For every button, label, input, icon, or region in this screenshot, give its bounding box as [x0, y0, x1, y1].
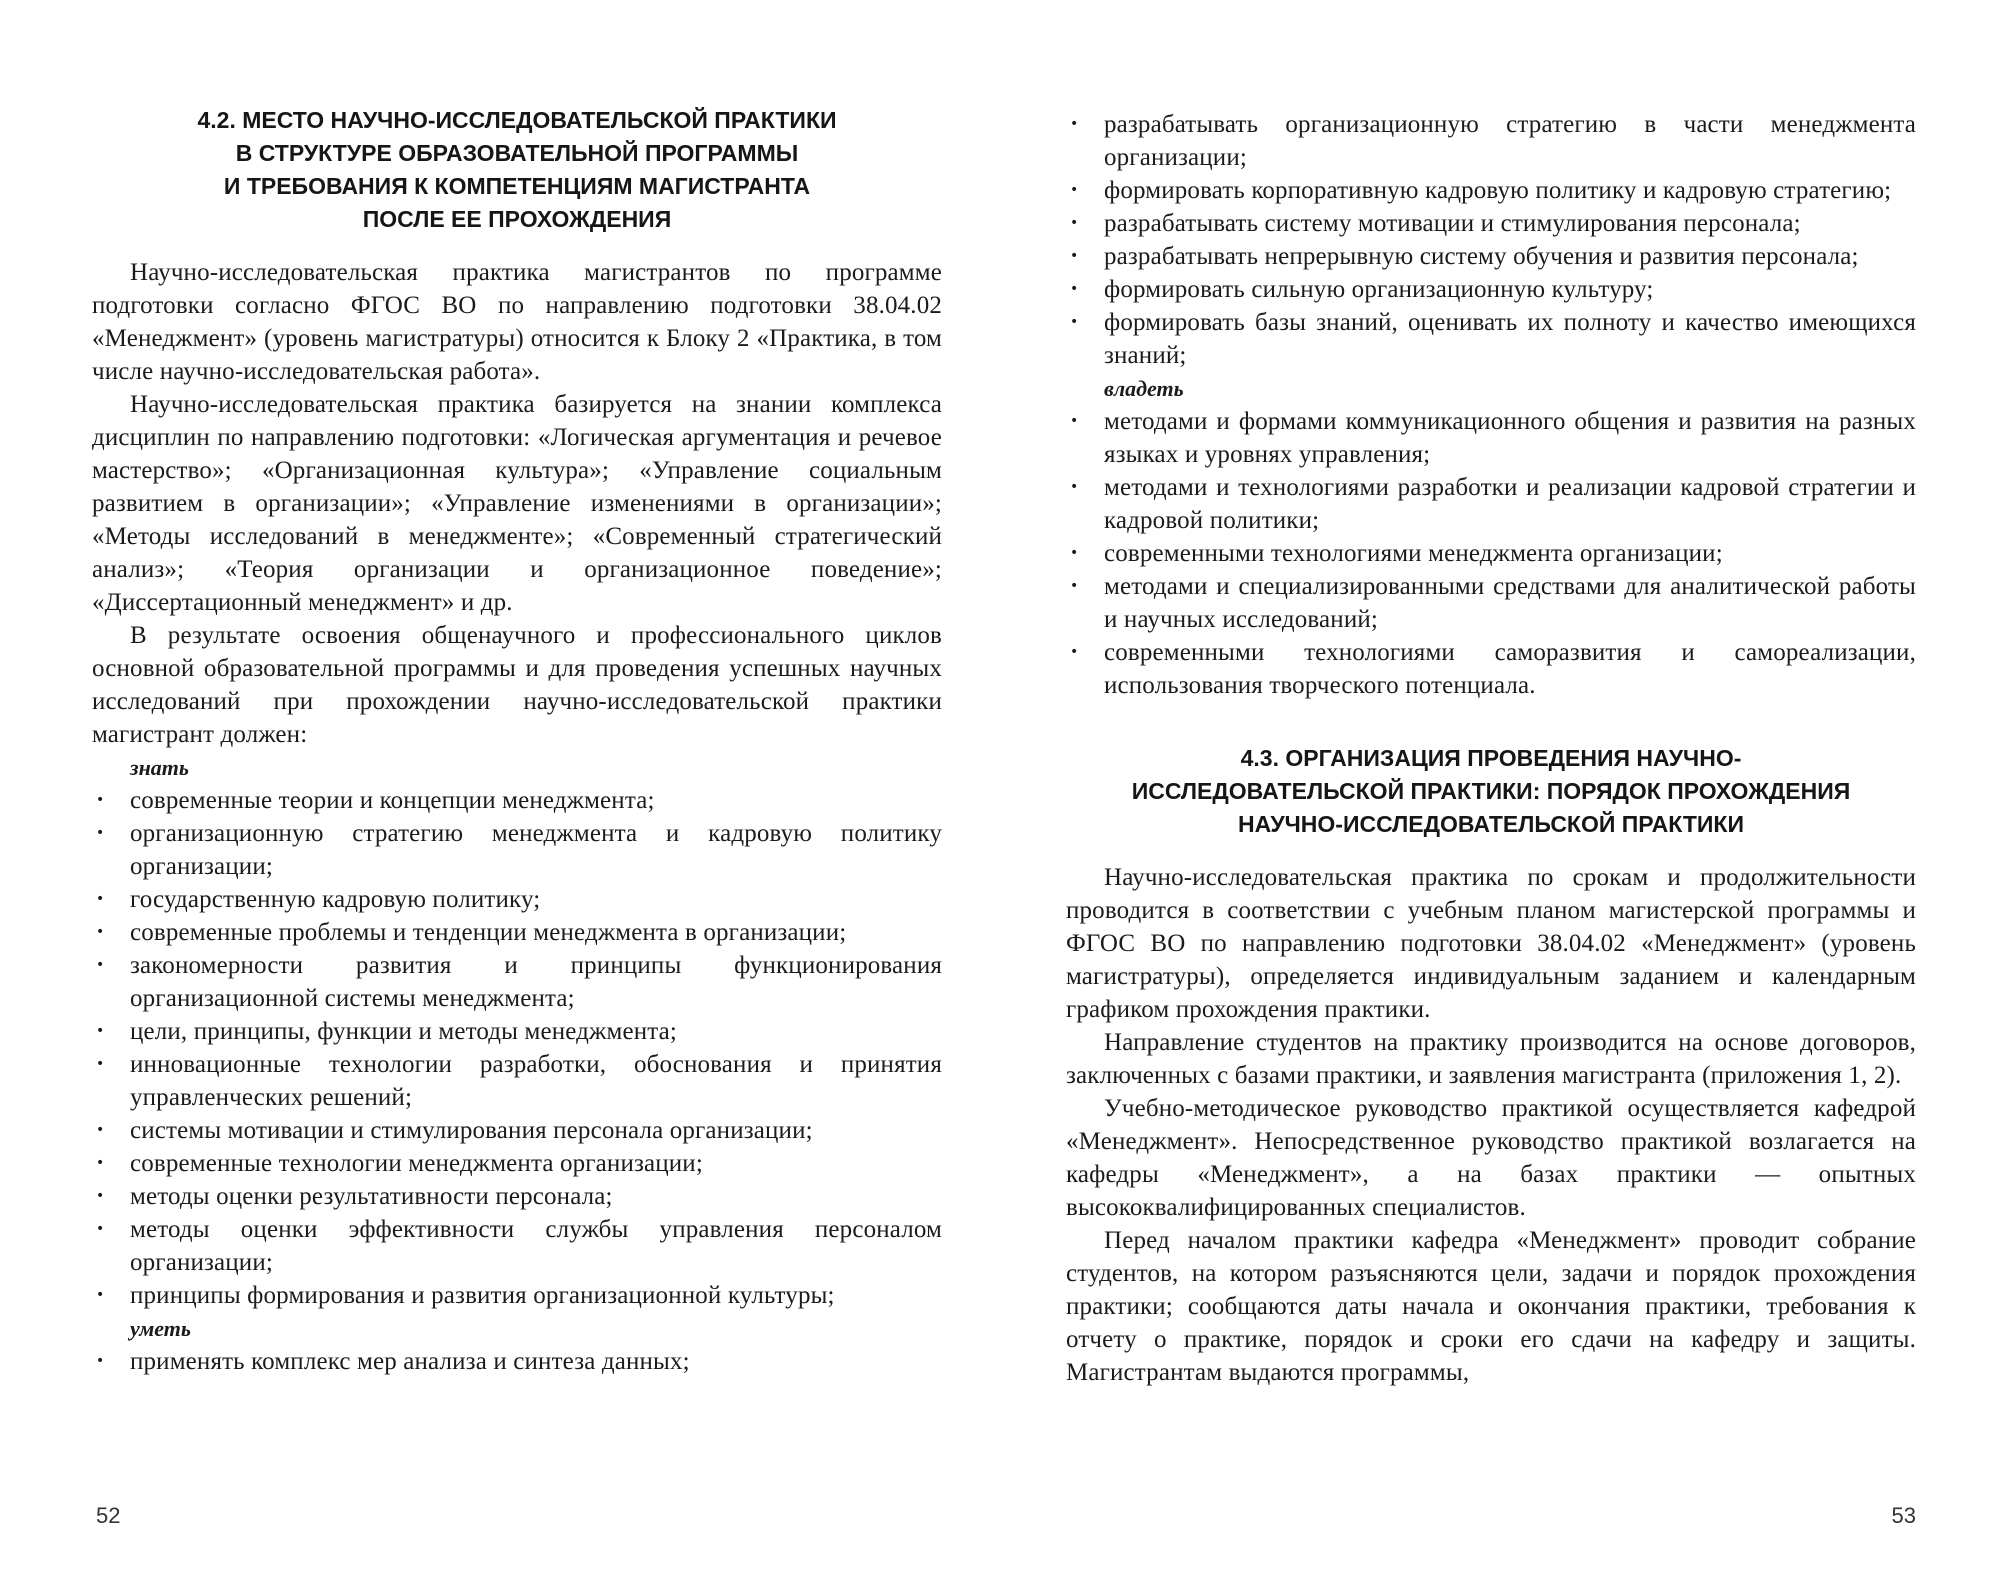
list-item: • методами и формами коммуникационного общения и развития на разных языках и уровнях управления; — [1066, 405, 1916, 471]
list-item: • методами и технологиями разработки и реализации кадровой стратегии и кадровой политики; — [1066, 471, 1916, 537]
paragraph: В результате освоения общенаучного и профессионального циклов основной образовательной программы и для проведения успешных научных исследований при прохождении научно-исследовательской практики магистрант должен: — [92, 622, 942, 748]
bullet-icon: • — [96, 1287, 105, 1303]
bullet-icon: • — [1070, 215, 1079, 231]
heading-line: И ТРЕБОВАНИЯ К КОМПЕТЕНЦИЯМ МАГИСТРАНТА — [223, 173, 811, 199]
heading-line: 4.2. МЕСТО НАУЧНО-ИССЛЕДОВАТЕЛЬСКОЙ ПРАКТИКИ — [197, 107, 837, 133]
bullet-icon: • — [1070, 314, 1079, 330]
heading-line: ИССЛЕДОВАТЕЛЬСКОЙ ПРАКТИКИ: ПОРЯДОК ПРОХОЖДЕНИЯ — [1131, 778, 1851, 804]
paragraph: Научно-исследовательская практика по срокам и продолжительности проводится в соответствии с учебным планом магистерской программы и ФГОС ВО по направлению подготовки 38.04.02 «Менеджмент» (уровень магистратуры), определяется индивидуальным заданием и календарным графиком прохождения практики. — [1066, 864, 1916, 1023]
list-item: • современными технологиями менеджмента организации; — [1066, 537, 1916, 570]
bullet-icon: • — [1070, 182, 1079, 198]
list-item: • системы мотивации и стимулирования персонала организации; — [92, 1114, 942, 1147]
bullet-icon: • — [1070, 578, 1079, 594]
list-item: • организационную стратегию менеджмента и кадровую политику организации; — [92, 817, 942, 883]
can-list-continued — [1066, 108, 1916, 372]
bullet-icon: • — [96, 1023, 105, 1039]
list-item: • разрабатывать непрерывную систему обучения и развития персонала; — [1066, 240, 1916, 273]
paragraph: Учебно-методическое руководство практикой осуществляется кафедрой «Менеджмент». Непосредственное руководство практикой возлагается на кафедры «Менеджмент», а на базах практики — опытных высококвалифицированных специалистов. — [1066, 1095, 1916, 1221]
heading-line: НАУЧНО-ИССЛЕДОВАТЕЛЬСКОЙ ПРАКТИКИ — [1238, 811, 1744, 837]
own-list — [1066, 405, 1916, 702]
list-item: • закономерности развития и принципы функционирования организационной системы менеджмента; — [92, 949, 942, 1015]
list-item: • формировать сильную организационную культуру; — [1066, 273, 1916, 306]
list-item: • современные проблемы и тенденции менеджмента в организации; — [92, 916, 942, 949]
bullet-icon: • — [1070, 479, 1079, 495]
know-list — [92, 784, 942, 1312]
bullet-icon: • — [96, 825, 105, 841]
right-content — [1066, 108, 1916, 1389]
list-item: • разрабатывать организационную стратегию в части менеджмента организации; — [1066, 108, 1916, 174]
list-item: • разрабатывать систему мотивации и стимулирования персонала; — [1066, 207, 1916, 240]
list-item: • современные теории и концепции менеджмента; — [92, 784, 942, 817]
list-item: • принципы формирования и развития организационной культуры; — [92, 1279, 942, 1312]
bullet-icon: • — [1070, 116, 1079, 132]
list-item: • методы оценки результативности персонала; — [92, 1180, 942, 1213]
left-content — [92, 104, 942, 1378]
section-heading-4-2 — [92, 104, 942, 236]
list-item: • формировать корпоративную кадровую политику и кадровую стратегию; — [1066, 174, 1916, 207]
list-item: • применять комплекс мер анализа и синтеза данных; — [92, 1345, 942, 1378]
paragraph: Перед началом практики кафедра «Менеджмент» проводит собрание студентов, на котором разъясняются цели, задачи и порядок прохождения практики; сообщаются даты начала и окончания практики, требования к отчету о практике, порядок и сроки его сдачи на кафедру и защиты. Магистрантам выдаются программы, — [1066, 1227, 1916, 1386]
can-list — [92, 1345, 942, 1378]
list-item: • государственную кадровую политику; — [92, 883, 942, 916]
list-item: • формировать базы знаний, оценивать их полноту и качество имеющихся знаний; — [1066, 306, 1916, 372]
heading-line: 4.3. ОРГАНИЗАЦИЯ ПРОВЕДЕНИЯ НАУЧНО- — [1240, 745, 1742, 771]
section-heading-4-3 — [1066, 742, 1916, 841]
paragraph: Научно-исследовательская практика базируется на знании комплекса дисциплин по направлению подготовки: «Логическая аргументация и речевое мастерство»; «Организационная культура»; «Управление социальным развитием в организации»; «Управление изменениями в организации»; «Методы исследований в менеджменте»; «Современный стратегический анализ»; «Теория организации и организационное поведение»; «Диссертационный менеджмент» и др. — [92, 391, 942, 616]
right-page — [1066, 0, 1916, 1578]
bullet-icon: • — [1070, 281, 1079, 297]
bullet-icon: • — [96, 891, 105, 907]
bullet-icon: • — [1070, 545, 1079, 561]
left-page — [92, 0, 942, 1578]
can-label: уметь — [130, 1316, 191, 1341]
bullet-icon: • — [96, 1056, 105, 1072]
own-label: владеть — [1104, 376, 1184, 401]
bullet-icon: • — [96, 957, 105, 973]
page-number: 52 — [96, 1503, 121, 1528]
bullet-icon: • — [1070, 413, 1079, 429]
bullet-icon: • — [1070, 248, 1079, 264]
list-item: • цели, принципы, функции и методы менеджмента; — [92, 1015, 942, 1048]
bullet-icon: • — [96, 1221, 105, 1237]
bullet-icon: • — [96, 1122, 105, 1138]
heading-line: ПОСЛЕ ЕЕ ПРОХОЖДЕНИЯ — [362, 206, 672, 232]
heading-line: В СТРУКТУРЕ ОБРАЗОВАТЕЛЬНОЙ ПРОГРАММЫ — [235, 140, 799, 166]
bullet-icon: • — [96, 1353, 105, 1369]
bullet-icon: • — [1070, 644, 1079, 660]
bullet-icon: • — [96, 924, 105, 940]
bullet-icon: • — [96, 1188, 105, 1204]
know-label: знать — [130, 755, 189, 780]
bullet-icon: • — [96, 1155, 105, 1171]
page-number: 53 — [1891, 1503, 1916, 1528]
list-item: • инновационные технологии разработки, обоснования и принятия управленческих решений; — [92, 1048, 942, 1114]
bullet-icon: • — [96, 792, 105, 808]
paragraph: Направление студентов на практику производится на основе договоров, заключенных с базами практики, и заявления магистранта (приложения 1, 2). — [1066, 1029, 1916, 1089]
list-item: • методами и специализированными средствами для аналитической работы и научных исследований; — [1066, 570, 1916, 636]
list-item: • методы оценки эффективности службы управления персоналом организации; — [92, 1213, 942, 1279]
list-item: • современными технологиями саморазвития и самореализации, использования творческого потенциала. — [1066, 636, 1916, 702]
list-item: • современные технологии менеджмента организации; — [92, 1147, 942, 1180]
paragraph: Научно-исследовательская практика магистрантов по программе подготовки согласно ФГОС ВО по направлению подготовки 38.04.02 «Менеджмент» (уровень магистратуры) относится к Блоку 2 «Практика, в том числе научно-исследовательская работа». — [92, 259, 942, 385]
